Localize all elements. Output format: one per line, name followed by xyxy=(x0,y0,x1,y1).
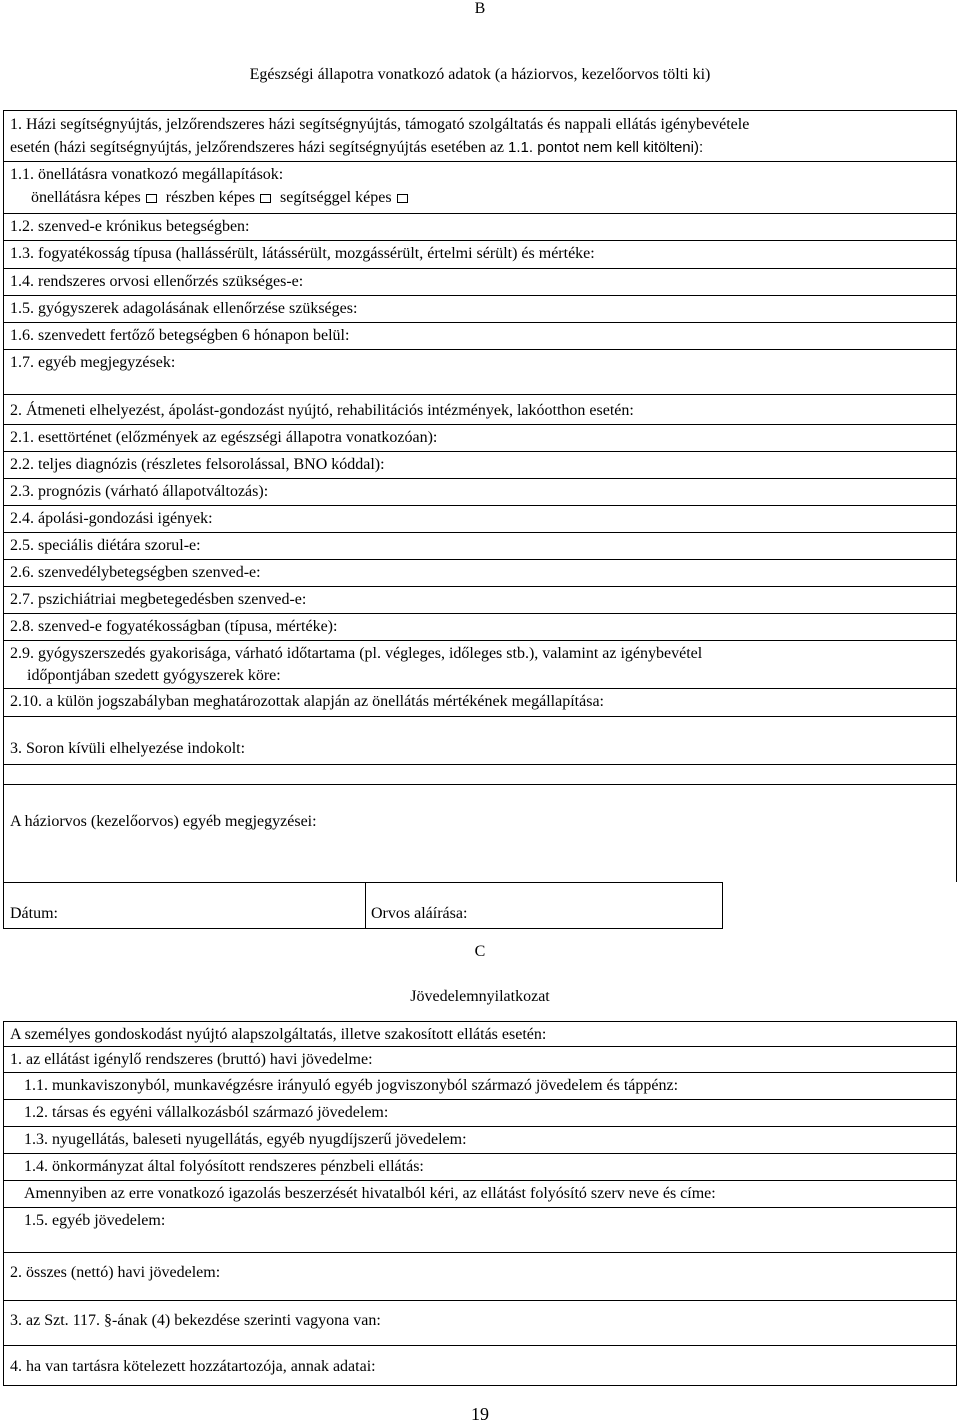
b-item-1-7: 1.7. egyéb megjegyzések: xyxy=(3,349,957,394)
c-item-1: 1. az ellátást igénylő rendszeres (bruttó) havi jövedelme: xyxy=(3,1046,957,1072)
b-item-2-9-line2: időpontjában szedett gyógyszerek köre: xyxy=(27,667,281,684)
c-item-1-4-note: Amennyiben az erre vonatkozó igazolás beszerzését hivatalból kéri, az ellátást folyósító szerv neve és címe: xyxy=(3,1180,957,1207)
b-item-2-9-line1: 2.9. gyógyszerszedés gyakorisága, várható időtartama (pl. végleges, időleges stb.), valamint az igénybevétel xyxy=(10,645,703,662)
b-item-1-line1: 1. Házi segítségnyújtás, jelzőrendszeres házi segítségnyújtás, támogató szolgáltatás és nappali ellátás igénybevétele xyxy=(10,116,750,133)
c-item-1-4: 1.4. önkormányzat által folyósított rendszeres pénzbeli ellátás: xyxy=(3,1153,957,1180)
b-item-2-2: 2.2. teljes diagnózis (részletes felsorolással, BNO kóddal): xyxy=(3,451,957,478)
b-item-2-6: 2.6. szenvedélybetegségben szenved-e: xyxy=(3,559,957,586)
b-item-2-4: 2.4. ápolási-gondozási igények: xyxy=(3,505,957,532)
option-self-sufficient: önellátásra képes xyxy=(31,189,141,206)
checkbox-partially[interactable] xyxy=(260,194,271,203)
section-c-letter: C xyxy=(474,943,486,960)
c-intro: A személyes gondoskodást nyújtó alapszolgáltatás, illetve szakosított ellátás esetén: xyxy=(3,1021,957,1046)
b-date-cell: Dátum: xyxy=(3,882,366,929)
b-item-3: 3. Soron kívüli elhelyezése indokolt: xyxy=(3,716,957,764)
b-item-1-6: 1.6. szenvedett fertőző betegségben 6 hónapon belül: xyxy=(3,322,957,349)
b-item-1-1: 1.1. önellátásra vonatkozó megállapítások: xyxy=(3,161,957,185)
b-item-1-3: 1.3. fogyatékosság típusa (hallássérült, látássérült, mozgássérült, értelmi sérült) és mértéke: xyxy=(3,240,957,268)
b-signature-cell: Orvos aláírása: xyxy=(365,882,723,929)
b-item-2-1: 2.1. esettörténet (előzmények az egészségi állapotra vonatkozóan): xyxy=(3,424,957,451)
b-item-3-answer[interactable] xyxy=(3,764,957,784)
c-item-3: 3. az Szt. 117. §-ának (4) bekezdése szerinti vagyona van: xyxy=(3,1300,957,1345)
b-item-2-3: 2.3. prognózis (várható állapotváltozás): xyxy=(3,478,957,505)
b-item-2-9 xyxy=(3,640,957,688)
c-item-1-5: 1.5. egyéb jövedelem: xyxy=(3,1207,957,1252)
section-b-letter: B xyxy=(474,0,486,17)
b-item-1-line2 xyxy=(10,136,956,159)
page-number: 19 xyxy=(471,1404,489,1424)
b-remarks: A háziorvos (kezelőorvos) egyéb megjegyzései: xyxy=(3,784,957,882)
section-b-title: Egészségi állapotra vonatkozó adatok (a háziorvos, kezelőorvos tölti ki) xyxy=(249,66,711,83)
option-partially: részben képes xyxy=(165,189,256,206)
checkbox-self-sufficient[interactable] xyxy=(146,194,157,203)
c-item-1-3: 1.3. nyugellátás, baleseti nyugellátás, egyéb nyugdíjszerű jövedelem: xyxy=(3,1126,957,1153)
b-item-2-8: 2.8. szenved-e fogyatékosságban (típusa, mértéke): xyxy=(3,613,957,640)
b-item-2: 2. Átmeneti elhelyezést, ápolást-gondozást nyújtó, rehabilitációs intézmények, lakóotthon esetén: xyxy=(3,394,957,424)
c-item-2: 2. összes (nettó) havi jövedelem: xyxy=(3,1252,957,1300)
b-item-1-1-options xyxy=(3,185,957,213)
checkbox-with-help[interactable] xyxy=(397,194,408,203)
c-item-1-2: 1.2. társas és egyéni vállalkozásból származó jövedelem: xyxy=(3,1099,957,1126)
b-item-1-2: 1.2. szenved-e krónikus betegségben: xyxy=(3,213,957,240)
c-item-4: 4. ha van tartásra kötelezett hozzátartozója, annak adatai: xyxy=(3,1345,957,1386)
b-item-1-line2-a: esetén (házi segítségnyújtás, jelzőrendszeres házi segítségnyújtás esetében az xyxy=(10,139,509,156)
b-item-1 xyxy=(3,110,957,161)
b-item-2-5: 2.5. speciális diétára szorul-e: xyxy=(3,532,957,559)
c-item-1-1: 1.1. munkaviszonyból, munkavégzésre irányuló egyéb jogviszonyból származó jövedelem és táppénz: xyxy=(3,1072,957,1099)
b-item-1-line2-b: 1.1. pontot nem kell kitölteni): xyxy=(508,139,704,156)
section-c-title: Jövedelemnyilatkozat xyxy=(410,988,550,1005)
option-with-help: segítséggel képes xyxy=(280,189,392,206)
b-item-1-5: 1.5. gyógyszerek adagolásának ellenőrzése szükséges: xyxy=(3,295,957,322)
b-item-2-10: 2.10. a külön jogszabályban meghatározottak alapján az önellátás mértékének megállapítása: xyxy=(3,688,957,716)
b-item-1-4: 1.4. rendszeres orvosi ellenőrzés szükséges-e: xyxy=(3,268,957,295)
b-item-2-7: 2.7. pszichiátriai megbetegedésben szenved-e: xyxy=(3,586,957,613)
